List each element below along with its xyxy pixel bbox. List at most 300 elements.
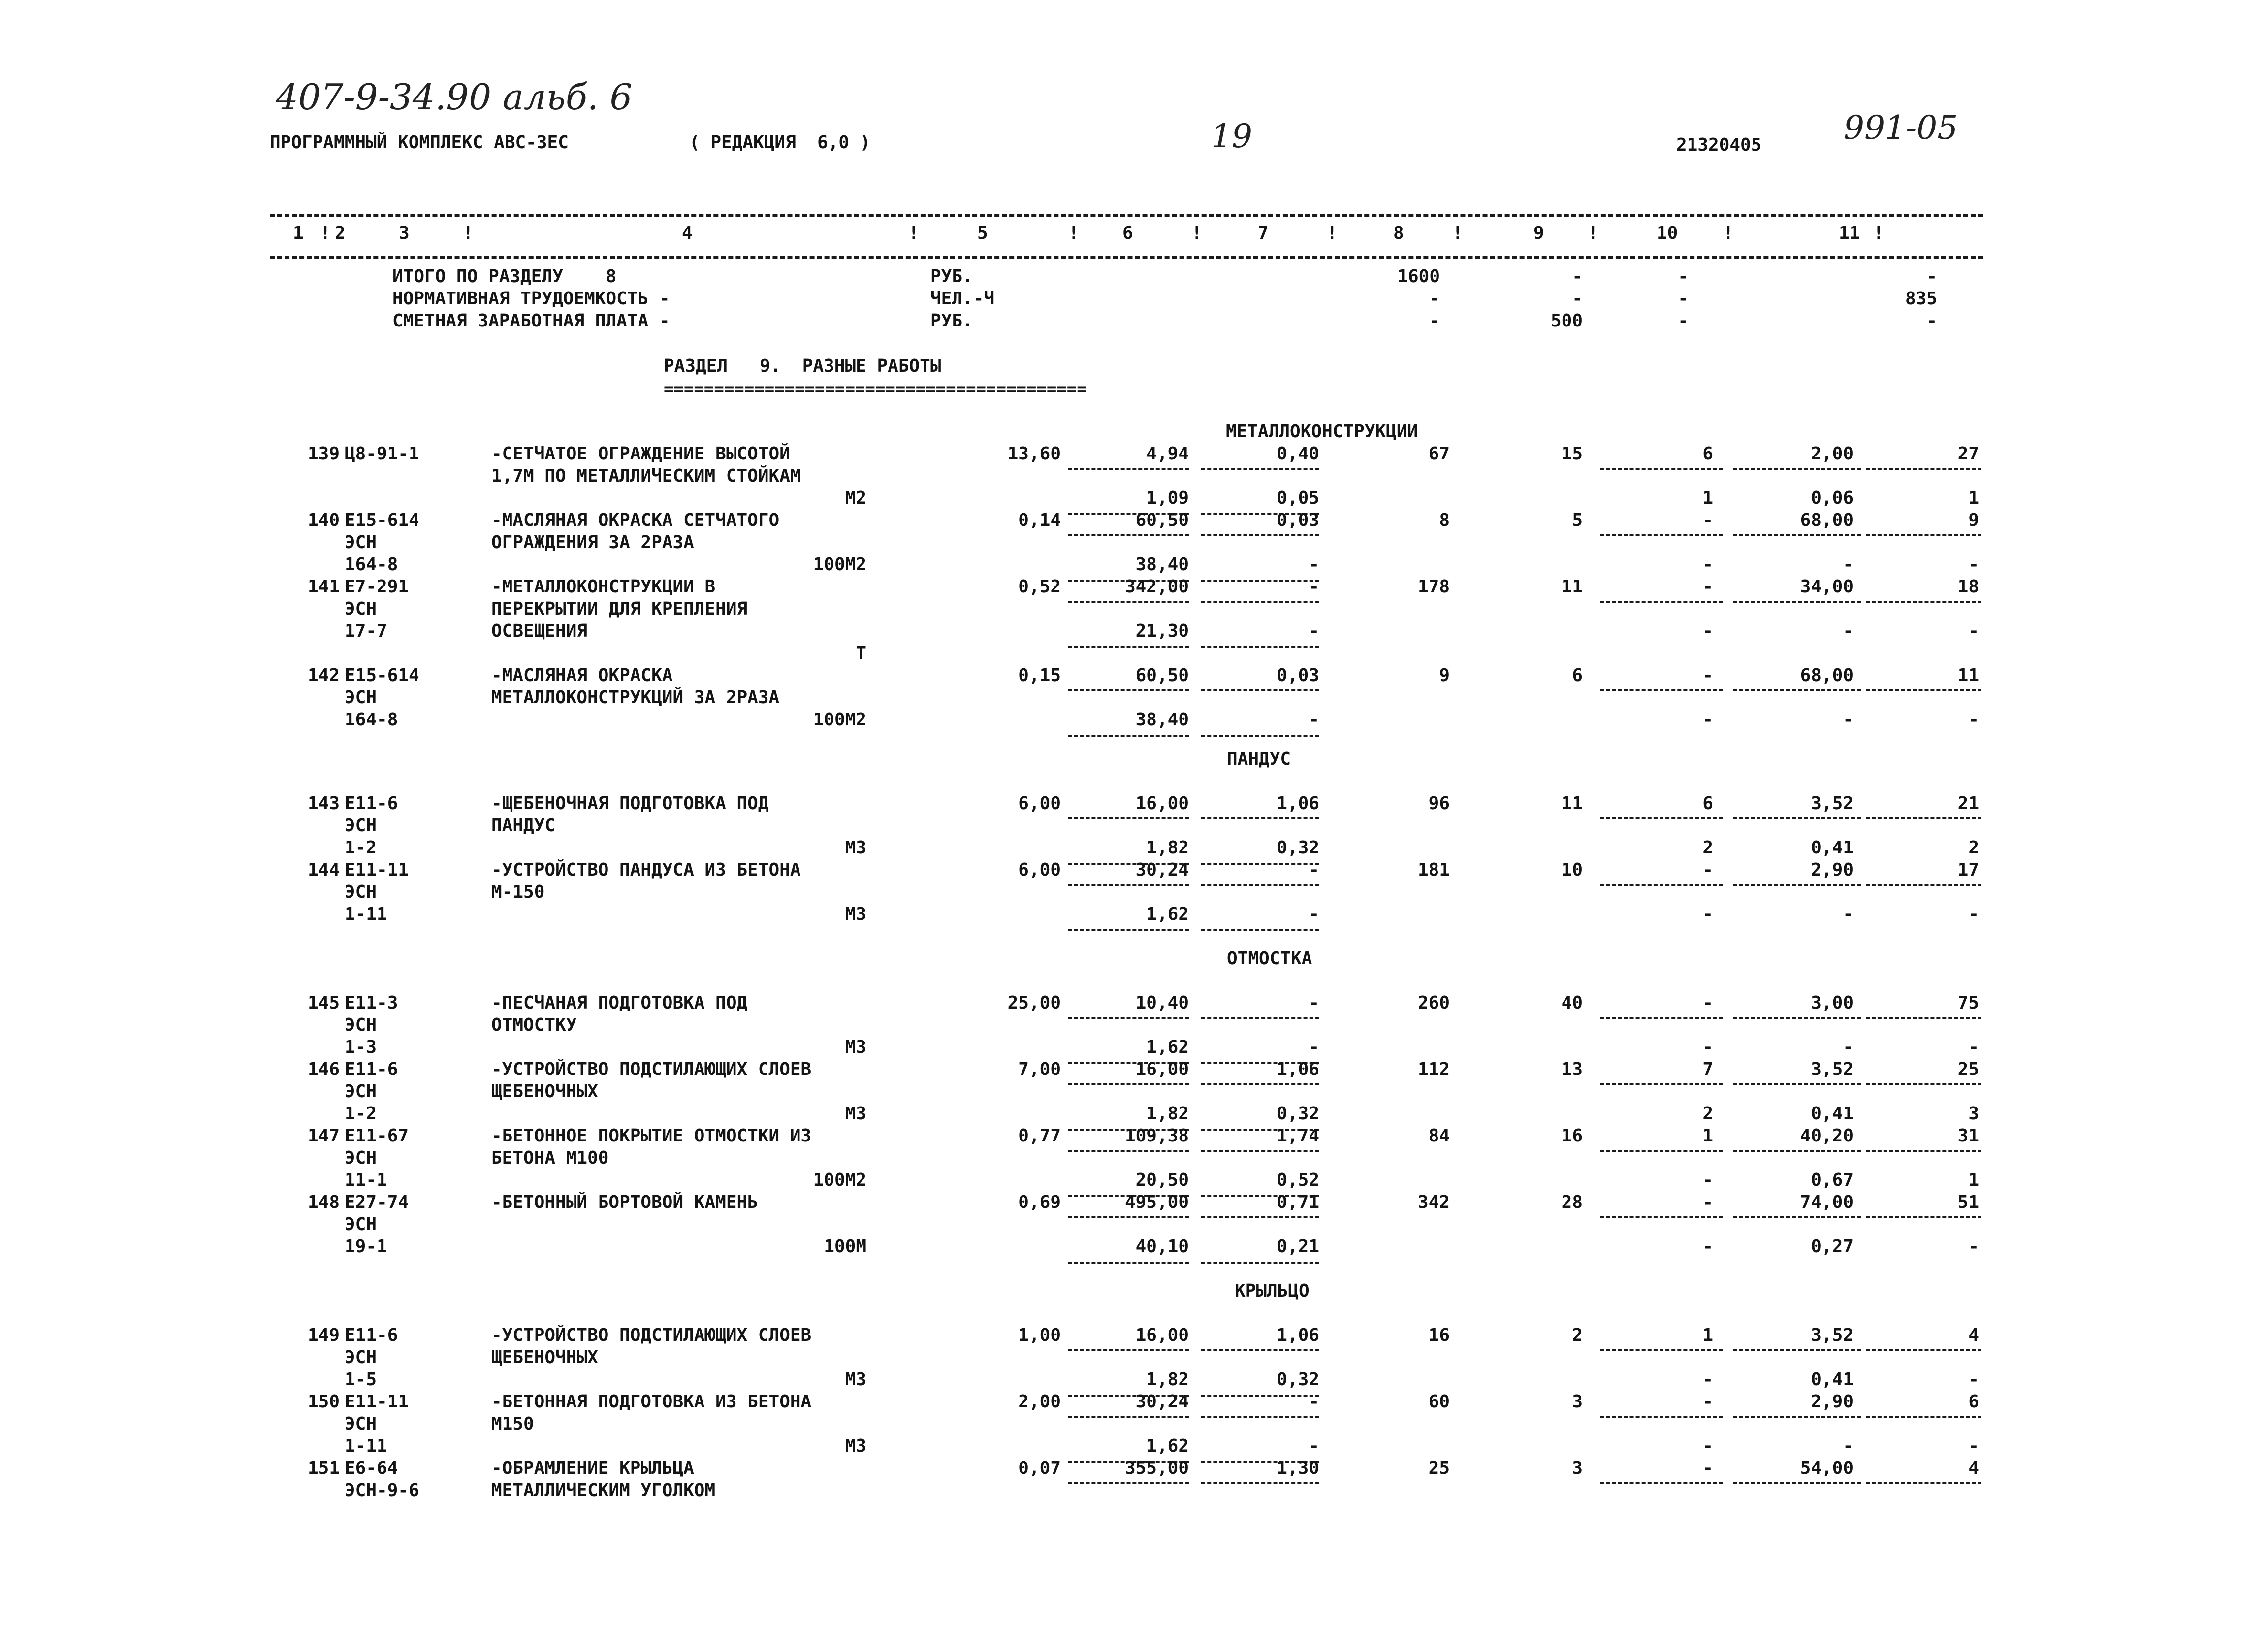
- totals-col11: -: [1926, 311, 1937, 331]
- row-underline: [1733, 534, 1861, 536]
- column-separator: !: [1191, 223, 1202, 243]
- totals-unit: РУБ.: [930, 266, 973, 287]
- rate-code: Е6-64: [345, 1458, 398, 1478]
- row-underline: [1600, 1482, 1723, 1484]
- column-separator: !: [1873, 223, 1884, 243]
- rate-code: 1-11: [345, 904, 387, 924]
- col11-sub: -: [1968, 1369, 1979, 1390]
- col11-value: 6: [1968, 1392, 1979, 1412]
- cost-underline: [1201, 1150, 1319, 1152]
- totals-col7: -: [1429, 311, 1440, 331]
- row-underline: [1866, 689, 1981, 691]
- work-description: -БЕТОННОЕ ПОКРЫТИЕ ОТМОСТКИ ИЗ: [491, 1126, 812, 1146]
- col11-sub: -: [1968, 710, 1979, 730]
- unit-wage-machines: 0,05: [1277, 488, 1319, 508]
- row-number: 143: [307, 793, 340, 814]
- unit-of-measure: М3: [845, 1104, 866, 1124]
- unit-wage-total: 1,62: [1146, 1037, 1189, 1057]
- col11-sub: -: [1968, 1436, 1979, 1456]
- col11-value: 25: [1957, 1059, 1979, 1079]
- total-cost: 84: [1428, 1126, 1450, 1146]
- cost-underline: [1068, 1216, 1189, 1218]
- table-top-rule: [270, 214, 1983, 217]
- col11-sub: 3: [1968, 1104, 1979, 1124]
- col11-value: 21: [1957, 793, 1979, 814]
- section-title: РАЗДЕЛ 9. РАЗНЫЕ РАБОТЫ: [664, 356, 941, 376]
- unit-wage-total: 38,40: [1135, 554, 1189, 575]
- total-cost: 260: [1417, 993, 1450, 1013]
- quantity: 0,52: [1018, 577, 1061, 597]
- row-number: 141: [307, 577, 340, 597]
- cost-underline: [1068, 1349, 1189, 1351]
- totals-col8: -: [1572, 266, 1583, 287]
- rate-code: Е15-614: [345, 665, 419, 685]
- cost-underline: [1201, 884, 1319, 886]
- work-description: М-150: [491, 882, 545, 902]
- totals-col11: -: [1926, 266, 1937, 287]
- totals-label: ИТОГО ПО РАЗДЕЛУ 8: [392, 266, 617, 287]
- total-wages: 5: [1572, 510, 1583, 530]
- col11-sub: 2: [1968, 838, 1979, 858]
- column-header-11: 11: [1839, 223, 1860, 243]
- col11-sub: 1: [1968, 488, 1979, 508]
- row-underline: [1733, 1083, 1861, 1085]
- unit-wage-machines: -: [1309, 1037, 1319, 1057]
- work-description: МЕТАЛЛИЧЕСКИМ УГОЛКОМ: [491, 1480, 716, 1500]
- quantity: 0,77: [1018, 1126, 1061, 1146]
- col10-value: 2,00: [1811, 444, 1853, 464]
- row-underline: [1866, 534, 1981, 536]
- col11-sub: 1: [1968, 1170, 1979, 1190]
- col9-sub: 2: [1702, 1104, 1713, 1124]
- col9-value: -: [1702, 1458, 1713, 1478]
- row-underline: [1866, 817, 1981, 819]
- col11-value: 11: [1957, 665, 1979, 685]
- col9-value: -: [1702, 510, 1713, 530]
- quantity: 7,00: [1018, 1059, 1061, 1079]
- column-separator: !: [320, 223, 331, 243]
- rate-code: Е27-74: [345, 1192, 409, 1212]
- total-wages: 28: [1561, 1192, 1583, 1212]
- cost-underline: [1068, 817, 1189, 819]
- work-description: БЕТОНА М100: [491, 1148, 609, 1168]
- unit-wage-machines: 0,21: [1277, 1237, 1319, 1257]
- quantity: 0,07: [1018, 1458, 1061, 1478]
- unit-of-measure: М3: [845, 1369, 866, 1390]
- col11-value: 51: [1957, 1192, 1979, 1212]
- col10-sub: -: [1843, 710, 1853, 730]
- col10-sub: 0,41: [1811, 1104, 1853, 1124]
- work-description: -УСТРОЙСТВО ПОДСТИЛАЮЩИХ СЛОЕВ: [491, 1059, 812, 1079]
- col10-value: 74,00: [1800, 1192, 1853, 1212]
- work-description: ПЕРЕКРЫТИИ ДЛЯ КРЕПЛЕНИЯ: [491, 599, 748, 619]
- totals-col9: -: [1678, 311, 1689, 331]
- row-underline: [1866, 1017, 1981, 1019]
- col10-value: 34,00: [1800, 577, 1853, 597]
- col9-value: -: [1702, 860, 1713, 880]
- unit-wage-total: 21,30: [1135, 621, 1189, 641]
- cost-underline: [1201, 1349, 1319, 1351]
- cost-underline: [1201, 1083, 1319, 1085]
- col10-sub: 0,41: [1811, 838, 1853, 858]
- unit-cost-machines: -: [1309, 860, 1319, 880]
- row-underline: [1600, 534, 1723, 536]
- unit-cost-total: 16,00: [1135, 793, 1189, 814]
- work-description: -ЩЕБЕНОЧНАЯ ПОДГОТОВКА ПОД: [491, 793, 769, 814]
- row-underline: [1600, 468, 1723, 470]
- row-underline: [1600, 817, 1723, 819]
- col9-sub: -: [1702, 904, 1713, 924]
- unit-wage-total: 1,82: [1146, 1104, 1189, 1124]
- handwritten-reference: 991-05: [1844, 109, 1958, 147]
- col9-value: -: [1702, 577, 1713, 597]
- cost-underline: [1068, 1083, 1189, 1085]
- col11-value: 9: [1968, 510, 1979, 530]
- col9-value: -: [1702, 665, 1713, 685]
- row-underline: [1733, 1416, 1861, 1418]
- unit-cost-machines: 1,06: [1277, 1325, 1319, 1345]
- col10-value: 2,90: [1811, 860, 1853, 880]
- col9-sub: -: [1702, 1237, 1713, 1257]
- unit-cost-machines: 1,74: [1277, 1126, 1319, 1146]
- unit-of-measure: 100М2: [813, 1170, 866, 1190]
- cost-underline: [1201, 1482, 1319, 1484]
- total-wages: 10: [1561, 860, 1583, 880]
- quantity: 6,00: [1018, 860, 1061, 880]
- rate-code: ЭСН: [345, 1414, 377, 1434]
- col11-value: 31: [1957, 1126, 1979, 1146]
- col10-value: 3,52: [1811, 793, 1853, 814]
- col10-value: 68,00: [1800, 510, 1853, 530]
- column-header-4: 4: [682, 223, 693, 243]
- unit-of-measure: М3: [845, 904, 866, 924]
- total-wages: 11: [1561, 793, 1583, 814]
- col11-value: 4: [1968, 1325, 1979, 1345]
- subsection-metal-structures: МЕТАЛЛОКОНСТРУКЦИИ: [1226, 422, 1418, 442]
- total-cost: 60: [1428, 1392, 1450, 1412]
- unit-wage-total: 38,40: [1135, 710, 1189, 730]
- quantity: 0,14: [1018, 510, 1061, 530]
- rate-code: 17-7: [345, 621, 387, 641]
- col9-sub: -: [1702, 710, 1713, 730]
- unit-cost-total: 60,50: [1135, 510, 1189, 530]
- total-wages: 15: [1561, 444, 1583, 464]
- column-separator: !: [463, 223, 474, 243]
- col11-value: 17: [1957, 860, 1979, 880]
- col9-sub: -: [1702, 554, 1713, 575]
- column-header-2: 2: [335, 223, 346, 243]
- row-underline: [1600, 601, 1723, 603]
- work-description: -ПЕСЧАНАЯ ПОДГОТОВКА ПОД: [491, 993, 748, 1013]
- row-number: 148: [307, 1192, 340, 1212]
- rate-code: Е11-6: [345, 1325, 398, 1345]
- column-header-1: 1: [293, 223, 304, 243]
- rate-code: ЭСН: [345, 599, 377, 619]
- rate-code: Е7-291: [345, 577, 409, 597]
- unit-cost-total: 60,50: [1135, 665, 1189, 685]
- row-number: 149: [307, 1325, 340, 1345]
- rate-code: Е11-11: [345, 860, 409, 880]
- col10-value: 54,00: [1800, 1458, 1853, 1478]
- row-underline: [1733, 601, 1861, 603]
- cost-underline: [1068, 689, 1189, 691]
- col9-sub: 2: [1702, 838, 1713, 858]
- row-underline: [1733, 689, 1861, 691]
- row-underline: [1600, 1017, 1723, 1019]
- row-underline: [1866, 1416, 1981, 1418]
- column-header-9: 9: [1533, 223, 1544, 243]
- rate-code: Е11-6: [345, 793, 398, 814]
- cost-underline: [1068, 468, 1189, 470]
- total-wages: 16: [1561, 1126, 1583, 1146]
- row-underline: [1600, 1349, 1723, 1351]
- quantity: 0,69: [1018, 1192, 1061, 1212]
- unit-wage-machines: 0,32: [1277, 1104, 1319, 1124]
- unit-wage-machines: -: [1309, 621, 1319, 641]
- row-underline: [1866, 468, 1981, 470]
- total-wages: 11: [1561, 577, 1583, 597]
- unit-of-measure: Т: [856, 643, 866, 663]
- total-wages: 2: [1572, 1325, 1583, 1345]
- total-cost: 342: [1417, 1192, 1450, 1212]
- unit-cost-machines: 0,03: [1277, 510, 1319, 530]
- cost-underline: [1201, 735, 1319, 737]
- col9-value: -: [1702, 993, 1713, 1013]
- total-cost: 96: [1428, 793, 1450, 814]
- unit-of-measure: М3: [845, 838, 866, 858]
- unit-cost-total: 16,00: [1135, 1059, 1189, 1079]
- unit-wage-total: 1,62: [1146, 1436, 1189, 1456]
- row-underline: [1866, 1349, 1981, 1351]
- col9-value: 6: [1702, 793, 1713, 814]
- rate-code: ЭСН: [345, 1214, 377, 1235]
- unit-cost-machines: -: [1309, 577, 1319, 597]
- col10-sub: 0,67: [1811, 1170, 1853, 1190]
- unit-cost-machines: 1,30: [1277, 1458, 1319, 1478]
- rate-code: Е11-11: [345, 1392, 409, 1412]
- unit-cost-total: 342,00: [1124, 577, 1189, 597]
- col9-value: -: [1702, 1392, 1713, 1412]
- cost-underline: [1201, 929, 1319, 931]
- unit-of-measure: М2: [845, 488, 866, 508]
- work-description: ОГРАЖДЕНИЯ ЗА 2РАЗА: [491, 532, 694, 553]
- col10-sub: -: [1843, 621, 1853, 641]
- rate-code: 164-8: [345, 554, 398, 575]
- col9-sub: -: [1702, 1436, 1713, 1456]
- cost-underline: [1068, 1017, 1189, 1019]
- cost-underline: [1201, 1416, 1319, 1418]
- col10-sub: 0,06: [1811, 488, 1853, 508]
- row-underline: [1866, 1083, 1981, 1085]
- row-underline: [1733, 468, 1861, 470]
- cost-underline: [1068, 929, 1189, 931]
- rate-code: 164-8: [345, 710, 398, 730]
- rate-code: Е11-3: [345, 993, 398, 1013]
- rate-code: 11-1: [345, 1170, 387, 1190]
- work-description: ОТМОСТКУ: [491, 1015, 577, 1035]
- unit-wage-machines: -: [1309, 554, 1319, 575]
- unit-cost-machines: 0,71: [1277, 1192, 1319, 1212]
- col10-value: 3,52: [1811, 1325, 1853, 1345]
- unit-wage-total: 20,50: [1135, 1170, 1189, 1190]
- col10-sub: 0,27: [1811, 1237, 1853, 1257]
- work-description: ЩЕБЕНОЧНЫХ: [491, 1347, 598, 1368]
- section-title-underline: ==========================================: [664, 379, 1087, 399]
- totals-col7: -: [1429, 289, 1440, 309]
- work-description: -ОБРАМЛЕНИЕ КРЫЛЬЦА: [491, 1458, 694, 1478]
- subsection-blind-area: ОТМОСТКА: [1227, 948, 1312, 969]
- total-cost: 25: [1428, 1458, 1450, 1478]
- col10-sub: -: [1843, 904, 1853, 924]
- rate-code: ЭСН: [345, 687, 377, 708]
- total-cost: 8: [1439, 510, 1450, 530]
- unit-cost-machines: 0,03: [1277, 665, 1319, 685]
- unit-of-measure: 100М2: [813, 710, 866, 730]
- col9-value: 1: [1702, 1126, 1713, 1146]
- unit-cost-total: 109,38: [1124, 1126, 1189, 1146]
- row-underline: [1866, 1216, 1981, 1218]
- cost-underline: [1068, 1482, 1189, 1484]
- cost-underline: [1201, 1216, 1319, 1218]
- quantity: 13,60: [1007, 444, 1061, 464]
- col10-value: 3,00: [1811, 993, 1853, 1013]
- col10-sub: 0,41: [1811, 1369, 1853, 1390]
- work-description: -БЕТОННЫЙ БОРТОВОЙ КАМЕНЬ: [491, 1192, 758, 1212]
- rate-code: ЭСН: [345, 815, 377, 836]
- work-description: 1,7М ПО МЕТАЛЛИЧЕСКИМ СТОЙКАМ: [491, 466, 801, 486]
- unit-of-measure: 100М2: [813, 554, 866, 575]
- cost-underline: [1068, 1416, 1189, 1418]
- column-header-5: 5: [977, 223, 988, 243]
- row-underline: [1866, 884, 1981, 886]
- row-number: 147: [307, 1126, 340, 1146]
- cost-underline: [1201, 689, 1319, 691]
- col10-value: 40,20: [1800, 1126, 1853, 1146]
- col9-sub: -: [1702, 621, 1713, 641]
- col10-value: 2,90: [1811, 1392, 1853, 1412]
- totals-col8: 500: [1550, 311, 1583, 331]
- column-separator: !: [1327, 223, 1338, 243]
- rate-code: ЭСН: [345, 532, 377, 553]
- rate-code: 1-2: [345, 1104, 377, 1124]
- total-cost: 178: [1417, 577, 1450, 597]
- col9-sub: -: [1702, 1369, 1713, 1390]
- unit-of-measure: М3: [845, 1436, 866, 1456]
- col11-value: 4: [1968, 1458, 1979, 1478]
- cost-underline: [1201, 646, 1319, 648]
- col11-sub: -: [1968, 1237, 1979, 1257]
- unit-cost-total: 30,24: [1135, 1392, 1189, 1412]
- col9-sub: -: [1702, 1037, 1713, 1057]
- cost-underline: [1068, 1262, 1189, 1264]
- unit-wage-machines: -: [1309, 710, 1319, 730]
- col9-sub: 1: [1702, 488, 1713, 508]
- col11-sub: -: [1968, 554, 1979, 575]
- quantity: 25,00: [1007, 993, 1061, 1013]
- row-underline: [1733, 884, 1861, 886]
- rate-code: ЭСН: [345, 1015, 377, 1035]
- work-description: -МАСЛЯНАЯ ОКРАСКА: [491, 665, 673, 685]
- column-separator: !: [1588, 223, 1598, 243]
- row-underline: [1733, 817, 1861, 819]
- col11-sub: -: [1968, 621, 1979, 641]
- handwritten-album-code: 407-9-34.90 альб. 6: [276, 76, 633, 118]
- subsection-porch: КРЫЛЬЦО: [1235, 1281, 1310, 1301]
- row-underline: [1866, 1482, 1981, 1484]
- col10-value: 3,52: [1811, 1059, 1853, 1079]
- unit-wage-total: 1,62: [1146, 904, 1189, 924]
- quantity: 2,00: [1018, 1392, 1061, 1412]
- quantity: 0,15: [1018, 665, 1061, 685]
- column-header-3: 3: [399, 223, 410, 243]
- row-number: 144: [307, 860, 340, 880]
- work-description: М150: [491, 1414, 534, 1434]
- work-description: -БЕТОННАЯ ПОДГОТОВКА ИЗ БЕТОНА: [491, 1392, 812, 1412]
- col10-sub: -: [1843, 554, 1853, 575]
- rate-code: ЭСН: [345, 1347, 377, 1368]
- work-description: -УСТРОЙСТВО ПОДСТИЛАЮЩИХ СЛОЕВ: [491, 1325, 812, 1345]
- col11-value: 27: [1957, 444, 1979, 464]
- quantity: 1,00: [1018, 1325, 1061, 1345]
- total-wages: 3: [1572, 1392, 1583, 1412]
- row-underline: [1600, 689, 1723, 691]
- row-underline: [1866, 1150, 1981, 1152]
- totals-col7: 1600: [1397, 266, 1440, 287]
- document-code: 21320405: [1676, 135, 1762, 155]
- col9-value: 7: [1702, 1059, 1713, 1079]
- col10-sub: -: [1843, 1037, 1853, 1057]
- col11-sub: -: [1968, 1037, 1979, 1057]
- column-header-8: 8: [1393, 223, 1404, 243]
- col9-value: 1: [1702, 1325, 1713, 1345]
- totals-unit: ЧЕЛ.-Ч: [930, 289, 995, 309]
- col9-sub: -: [1702, 1170, 1713, 1190]
- unit-wage-total: 40,10: [1135, 1237, 1189, 1257]
- work-description: МЕТАЛЛОКОНСТРУКЦИЙ ЗА 2РАЗА: [491, 687, 780, 708]
- cost-underline: [1201, 817, 1319, 819]
- unit-wage-machines: -: [1309, 1436, 1319, 1456]
- subsection-ramp: ПАНДУС: [1227, 749, 1291, 769]
- row-underline: [1600, 1083, 1723, 1085]
- program-name: ПРОГРАММНЫЙ КОМПЛЕКС АВС-ЗЕС: [270, 132, 569, 153]
- cost-underline: [1068, 1150, 1189, 1152]
- unit-wage-machines: 0,32: [1277, 1369, 1319, 1390]
- unit-cost-machines: -: [1309, 1392, 1319, 1412]
- total-wages: 3: [1572, 1458, 1583, 1478]
- column-separator: !: [1723, 223, 1734, 243]
- work-description: ОСВЕЩЕНИЯ: [491, 621, 588, 641]
- rate-code: 1-3: [345, 1037, 377, 1057]
- rate-code: ЭСН-9-6: [345, 1480, 419, 1500]
- work-description: -УСТРОЙСТВО ПАНДУСА ИЗ БЕТОНА: [491, 860, 801, 880]
- row-underline: [1733, 1216, 1861, 1218]
- cost-underline: [1201, 1017, 1319, 1019]
- rate-code: 1-5: [345, 1369, 377, 1390]
- row-underline: [1600, 884, 1723, 886]
- column-header-7: 7: [1258, 223, 1269, 243]
- col11-value: 75: [1957, 993, 1979, 1013]
- row-underline: [1866, 601, 1981, 603]
- unit-of-measure: 100М: [824, 1237, 866, 1257]
- work-description: -МЕТАЛЛОКОНСТРУКЦИИ В: [491, 577, 716, 597]
- rate-code: Е11-67: [345, 1126, 409, 1146]
- page-number: 19: [1211, 117, 1252, 155]
- column-header-10: 10: [1657, 223, 1678, 243]
- total-cost: 112: [1417, 1059, 1450, 1079]
- work-description: ПАНДУС: [491, 815, 556, 836]
- unit-of-measure: М3: [845, 1037, 866, 1057]
- totals-unit: РУБ.: [930, 311, 973, 331]
